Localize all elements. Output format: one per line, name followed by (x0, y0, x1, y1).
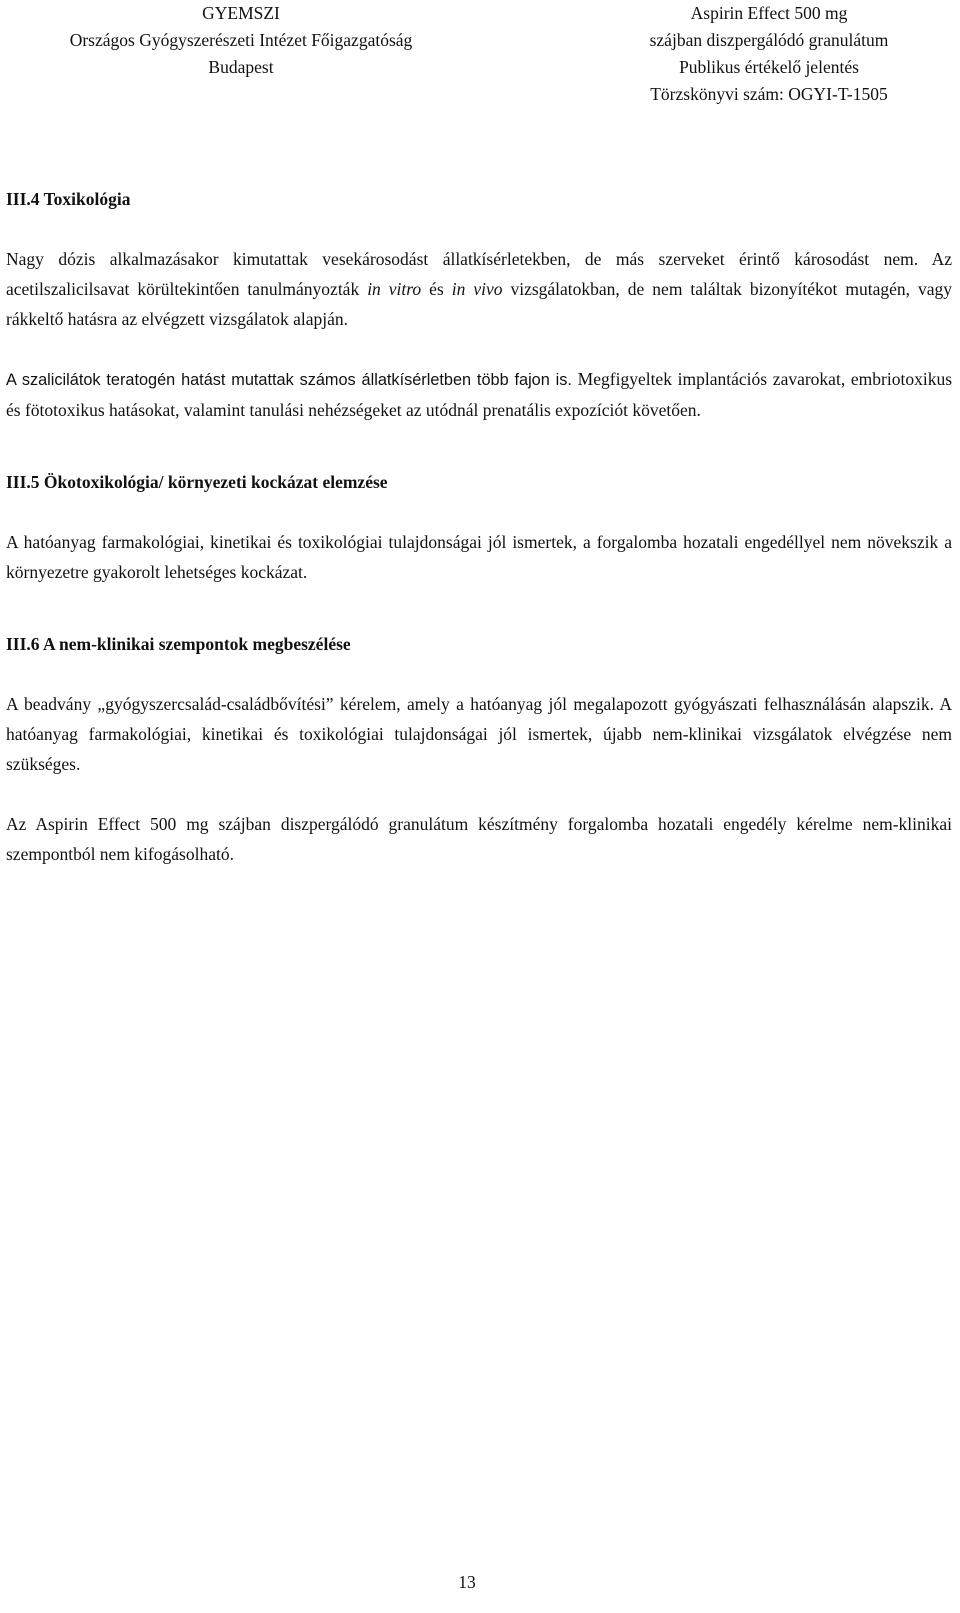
header-product (604, 0, 934, 108)
paragraph-toxicology-2 (6, 364, 952, 425)
page-number: 13 (458, 1572, 476, 1592)
header-agency (6, 0, 476, 81)
text-run: vizsgálatokban, de nem találtak bizonyítékot mutagén, vagy rákkeltő hatásra az elvégzett vizsgálatok alapján. (6, 279, 952, 329)
text-run-sans: A szalicilátok teratogén hatást mutattak számos állatkísérletben több fajon is. (6, 371, 572, 389)
text-run: és (421, 279, 452, 299)
header-agency-short: GYEMSZI (202, 3, 280, 23)
section-title-nonclinical: III.6 A nem-klinikai szempontok megbeszélése (6, 634, 351, 654)
section-title-ecotoxicology: III.5 Ökotoxikológia/ környezeti kockázat elemzése (6, 472, 388, 492)
text-run: Megfigyeltek implantációs zavarokat, embriotoxikus és fötotoxikus hatásokat, valamint tanulási nehézségeket az utódnál prenatális expozíciót követően. (6, 369, 953, 420)
header-report-type: Publikus értékelő jelentés (679, 57, 859, 77)
paragraph-nonclinical-1: A beadvány „gyógyszercsalád-családbővítési” kérelem, amely a hatóanyag jól megalapozott gyógyászati felhasználásán alapszik. A hatóanyag farmakológiai, kinetikai és toxikológiai tulajdonságai jól ismertek, újabb nem-klinikai vizsgálatok elvégzése nem szükséges. (6, 694, 952, 774)
header-registration-number: Törzskönyvi szám: OGYI-T-1505 (650, 84, 888, 104)
header-product-form: szájban diszpergálódó granulátum (649, 30, 889, 50)
header-agency-full: Országos Gyógyszerészeti Intézet Főigazgatóság (69, 30, 413, 50)
header-product-name: Aspirin Effect 500 mg (690, 3, 848, 23)
paragraph-nonclinical-2: Az Aspirin Effect 500 mg szájban diszpergálódó granulátum készítmény forgalomba hozatali engedély kérelme nem-klinikai szempontból nem kifogásolható. (6, 814, 952, 864)
paragraph-ecotoxicology: A hatóanyag farmakológiai, kinetikai és toxikológiai tulajdonságai jól ismertek, a forgalomba hozatali engedéllyel nem növekszik a környezetre gyakorolt lehetséges kockázat. (6, 532, 952, 582)
header-agency-city: Budapest (208, 57, 274, 77)
section-title-toxicology: III.4 Toxikológia (6, 189, 131, 209)
text-run: Nagy dózis alkalmazásakor kimutattak vesekárosodást állatkísérletekben, de más szerveket érintő károsodást nem. Az acetilszalicilsavat körültekintően tanulmányozták (6, 249, 952, 299)
italic-term-in-vitro: in vitro (367, 279, 422, 299)
italic-term-in-vivo: in vivo (451, 279, 503, 299)
document-body (6, 184, 952, 869)
paragraph-toxicology-1 (6, 244, 952, 334)
